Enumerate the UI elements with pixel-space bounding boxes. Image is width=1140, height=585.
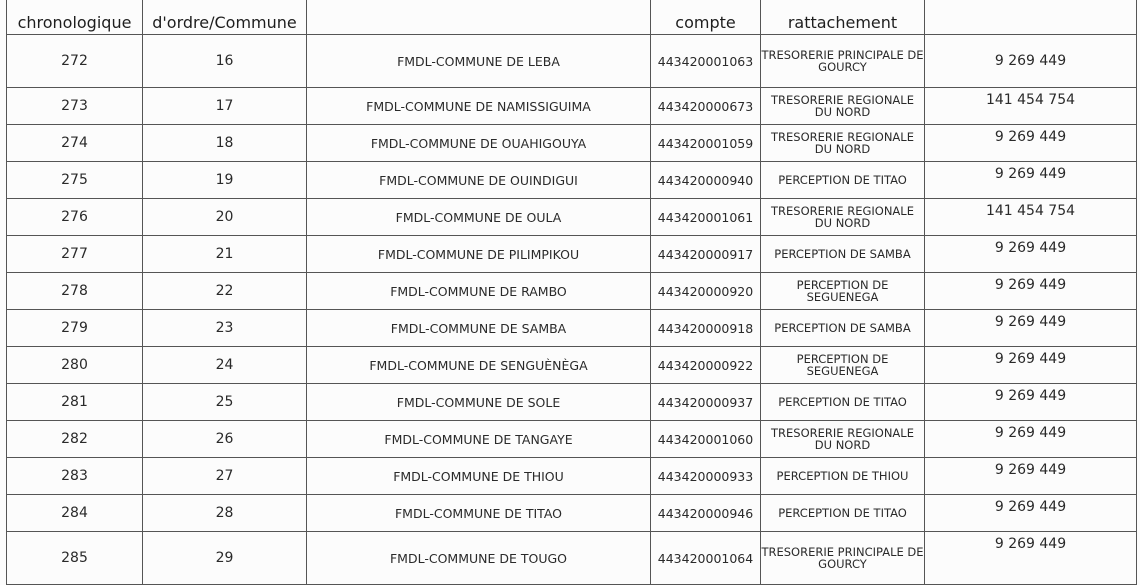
chronological-number: 273 — [7, 88, 143, 125]
amount: 9 269 449 — [925, 273, 1137, 310]
chronological-number: 281 — [7, 384, 143, 421]
table-row — [7, 273, 1137, 310]
account-number: 443420000922 — [651, 347, 761, 384]
chronological-number: 274 — [7, 125, 143, 162]
table-row — [7, 88, 1137, 125]
chronological-number: 278 — [7, 273, 143, 310]
commune-name: FMDL-COMMUNE DE SENGUÈNÈGA — [307, 347, 651, 384]
treasury-attachment: TRESORERIE REGIONALE DU NORD — [761, 88, 925, 125]
account-number: 443420001063 — [651, 35, 761, 88]
chronological-number: 280 — [7, 347, 143, 384]
communes-table — [6, 0, 1137, 585]
commune-name: FMDL-COMMUNE DE OUAHIGOUYA — [307, 125, 651, 162]
treasury-attachment: PERCEPTION DE SEGUENEGA — [761, 347, 925, 384]
treasury-attachment: PERCEPTION DE TITAO — [761, 162, 925, 199]
order-number: 20 — [143, 199, 307, 236]
amount: 141 454 754 — [925, 199, 1137, 236]
treasury-attachment: TRESORERIE REGIONALE DU NORD — [761, 421, 925, 458]
account-number: 443420000937 — [651, 384, 761, 421]
account-number: 443420001059 — [651, 125, 761, 162]
treasury-attachment: PERCEPTION DE SAMBA — [761, 236, 925, 273]
table-row — [7, 421, 1137, 458]
table-row — [7, 458, 1137, 495]
amount: 9 269 449 — [925, 310, 1137, 347]
order-number: 25 — [143, 384, 307, 421]
table-row — [7, 199, 1137, 236]
table-row — [7, 162, 1137, 199]
account-number: 443420001064 — [651, 532, 761, 585]
chronological-number: 282 — [7, 421, 143, 458]
treasury-attachment: PERCEPTION DE SEGUENEGA — [761, 273, 925, 310]
header-ordre-commune: d'ordre/Commune — [143, 0, 307, 35]
treasury-attachment: PERCEPTION DE TITAO — [761, 384, 925, 421]
amount: 9 269 449 — [925, 458, 1137, 495]
account-number: 443420000933 — [651, 458, 761, 495]
order-number: 18 — [143, 125, 307, 162]
order-number: 29 — [143, 532, 307, 585]
chronological-number: 284 — [7, 495, 143, 532]
chronological-number: 272 — [7, 35, 143, 88]
table-row — [7, 310, 1137, 347]
amount: 9 269 449 — [925, 421, 1137, 458]
table-row — [7, 236, 1137, 273]
header-rattachement: rattachement — [761, 0, 925, 35]
order-number: 26 — [143, 421, 307, 458]
commune-name: FMDL-COMMUNE DE RAMBO — [307, 273, 651, 310]
amount: 9 269 449 — [925, 125, 1137, 162]
account-number: 443420001061 — [651, 199, 761, 236]
order-number: 27 — [143, 458, 307, 495]
commune-name: FMDL-COMMUNE DE LEBA — [307, 35, 651, 88]
commune-name: FMDL-COMMUNE DE PILIMPIKOU — [307, 236, 651, 273]
treasury-attachment: TRESORERIE REGIONALE DU NORD — [761, 125, 925, 162]
order-number: 28 — [143, 495, 307, 532]
account-number: 443420000673 — [651, 88, 761, 125]
table-row — [7, 35, 1137, 88]
header-row — [7, 0, 1137, 35]
table-row — [7, 532, 1137, 585]
commune-name: FMDL-COMMUNE DE OULA — [307, 199, 651, 236]
account-number: 443420001060 — [651, 421, 761, 458]
commune-name: FMDL-COMMUNE DE NAMISSIGUIMA — [307, 88, 651, 125]
account-number: 443420000940 — [651, 162, 761, 199]
header-montant — [925, 0, 1137, 35]
chronological-number: 283 — [7, 458, 143, 495]
order-number: 21 — [143, 236, 307, 273]
commune-name: FMDL-COMMUNE DE TANGAYE — [307, 421, 651, 458]
table-row — [7, 495, 1137, 532]
commune-name: FMDL-COMMUNE DE TOUGO — [307, 532, 651, 585]
order-number: 23 — [143, 310, 307, 347]
header-commune-name — [307, 0, 651, 35]
amount: 9 269 449 — [925, 495, 1137, 532]
commune-name: FMDL-COMMUNE DE SAMBA — [307, 310, 651, 347]
commune-name: FMDL-COMMUNE DE SOLE — [307, 384, 651, 421]
account-number: 443420000917 — [651, 236, 761, 273]
account-number: 443420000920 — [651, 273, 761, 310]
order-number: 16 — [143, 35, 307, 88]
chronological-number: 275 — [7, 162, 143, 199]
amount: 141 454 754 — [925, 88, 1137, 125]
account-number: 443420000946 — [651, 495, 761, 532]
chronological-number: 285 — [7, 532, 143, 585]
chronological-number: 277 — [7, 236, 143, 273]
header-chronologique: chronologique — [7, 0, 143, 35]
table-row — [7, 384, 1137, 421]
order-number: 17 — [143, 88, 307, 125]
treasury-attachment: PERCEPTION DE THIOU — [761, 458, 925, 495]
treasury-attachment: TRESORERIE PRINCIPALE DE GOURCY — [761, 35, 925, 88]
order-number: 24 — [143, 347, 307, 384]
order-number: 19 — [143, 162, 307, 199]
order-number: 22 — [143, 273, 307, 310]
amount: 9 269 449 — [925, 236, 1137, 273]
table-row — [7, 125, 1137, 162]
amount: 9 269 449 — [925, 35, 1137, 88]
chronological-number: 279 — [7, 310, 143, 347]
treasury-attachment: TRESORERIE PRINCIPALE DE GOURCY — [761, 532, 925, 585]
table-row — [7, 347, 1137, 384]
treasury-attachment: PERCEPTION DE TITAO — [761, 495, 925, 532]
amount: 9 269 449 — [925, 532, 1137, 585]
amount: 9 269 449 — [925, 347, 1137, 384]
commune-name: FMDL-COMMUNE DE TITAO — [307, 495, 651, 532]
commune-name: FMDL-COMMUNE DE THIOU — [307, 458, 651, 495]
amount: 9 269 449 — [925, 162, 1137, 199]
amount: 9 269 449 — [925, 384, 1137, 421]
account-number: 443420000918 — [651, 310, 761, 347]
commune-name: FMDL-COMMUNE DE OUINDIGUI — [307, 162, 651, 199]
treasury-attachment: PERCEPTION DE SAMBA — [761, 310, 925, 347]
treasury-attachment: TRESORERIE REGIONALE DU NORD — [761, 199, 925, 236]
chronological-number: 276 — [7, 199, 143, 236]
header-compte: compte — [651, 0, 761, 35]
